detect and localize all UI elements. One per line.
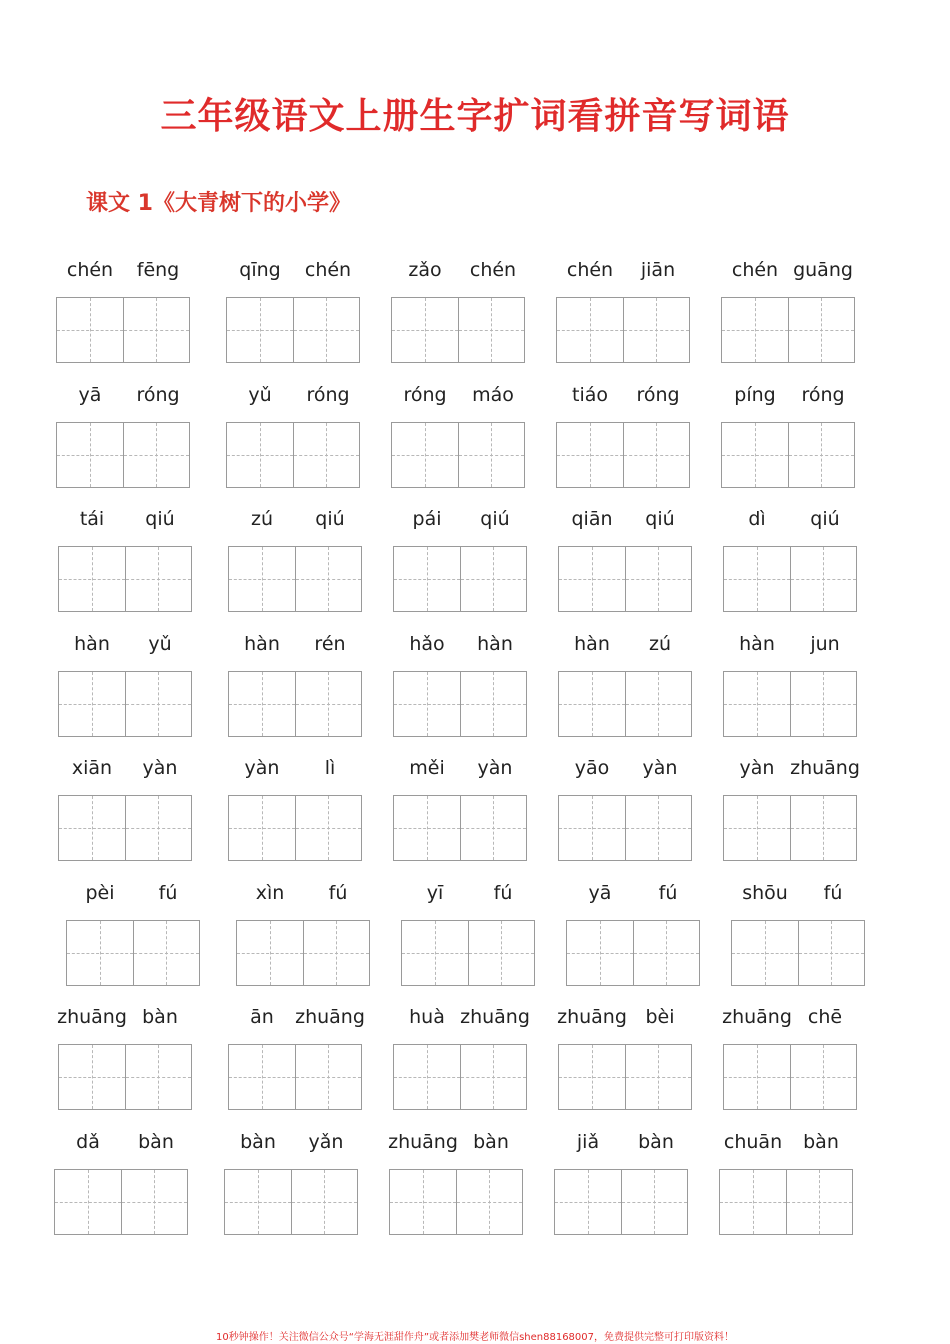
word-item xyxy=(226,380,362,504)
writing-box-pair[interactable] xyxy=(224,1169,358,1235)
pinyin-syllable: fú xyxy=(328,881,348,904)
pinyin-syllable: qiú xyxy=(315,508,345,530)
writing-box-pair[interactable] xyxy=(719,1169,853,1235)
tianzige-cell[interactable] xyxy=(722,298,788,362)
pinyin-syllable: dì xyxy=(748,508,766,530)
pinyin-label xyxy=(58,629,194,663)
word-item xyxy=(224,1127,360,1251)
tianzige-cell[interactable] xyxy=(559,796,625,860)
pinyin-syllable: bàn xyxy=(240,1130,276,1153)
pinyin-syllable: jiǎ xyxy=(576,1130,600,1153)
pinyin-syllable: róng xyxy=(403,383,447,406)
writing-box-pair[interactable] xyxy=(721,422,855,488)
tianzige-cell[interactable] xyxy=(559,547,625,611)
tianzige-cell[interactable] xyxy=(125,1045,192,1109)
word-item xyxy=(66,878,202,1002)
tianzige-cell[interactable] xyxy=(125,672,192,736)
pinyin-label xyxy=(58,753,194,787)
writing-box-pair[interactable] xyxy=(58,671,192,737)
word-item xyxy=(393,504,529,628)
pinyin-syllable: yǔ xyxy=(148,632,172,655)
pinyin-syllable: qīng xyxy=(239,259,281,281)
word-row xyxy=(56,380,866,505)
lesson-heading: 课文 1《大青树下的小学》 xyxy=(86,191,351,216)
tianzige-cell[interactable] xyxy=(303,921,370,985)
pinyin-syllable: fú xyxy=(493,881,513,904)
writing-box-pair[interactable] xyxy=(393,546,527,612)
writing-box-pair[interactable] xyxy=(723,1044,857,1110)
pinyin-syllable: guāng xyxy=(793,259,853,281)
pinyin-syllable: yàn xyxy=(642,757,678,779)
writing-box-pair[interactable] xyxy=(228,1044,362,1110)
word-row xyxy=(56,1002,866,1127)
pinyin-syllable: bàn xyxy=(473,1130,509,1153)
tianzige-cell[interactable] xyxy=(788,423,855,487)
word-item xyxy=(556,380,692,504)
word-row xyxy=(56,878,866,1003)
pinyin-syllable: bèi xyxy=(645,1006,675,1028)
tianzige-cell[interactable] xyxy=(57,423,123,487)
writing-box-pair[interactable] xyxy=(56,297,190,363)
word-item xyxy=(558,753,694,877)
pinyin-syllable: dǎ xyxy=(76,1130,100,1153)
pinyin-syllable: bàn xyxy=(138,1130,174,1153)
writing-box-pair[interactable] xyxy=(226,297,360,363)
pinyin-syllable: shōu xyxy=(742,881,788,904)
pinyin-syllable: yàn xyxy=(477,757,513,779)
tianzige-cell[interactable] xyxy=(125,796,192,860)
pinyin-syllable: qiú xyxy=(645,508,675,530)
tianzige-cell[interactable] xyxy=(633,921,700,985)
pinyin-syllable: yǔ xyxy=(248,383,272,406)
writing-box-pair[interactable] xyxy=(66,920,200,986)
tianzige-cell[interactable] xyxy=(458,298,525,362)
word-item xyxy=(228,753,364,877)
pinyin-syllable: qiú xyxy=(480,508,510,530)
pinyin-label xyxy=(56,380,192,414)
tianzige-cell[interactable] xyxy=(295,1045,362,1109)
word-item xyxy=(558,629,694,753)
pinyin-label xyxy=(226,380,362,414)
tianzige-cell[interactable] xyxy=(557,298,623,362)
pinyin-syllable: zhuāng xyxy=(460,1006,530,1028)
word-row xyxy=(56,629,866,754)
tianzige-cell[interactable] xyxy=(625,1045,692,1109)
tianzige-cell[interactable] xyxy=(460,547,527,611)
word-item xyxy=(554,1127,690,1251)
pinyin-syllable: yàn xyxy=(244,757,280,779)
pinyin-label xyxy=(393,504,529,538)
pinyin-syllable: yàn xyxy=(142,757,178,779)
tianzige-cell[interactable] xyxy=(555,1170,621,1234)
word-item xyxy=(391,255,527,379)
tianzige-cell[interactable] xyxy=(625,547,692,611)
tianzige-cell[interactable] xyxy=(67,921,133,985)
tianzige-cell[interactable] xyxy=(55,1170,121,1234)
pinyin-label xyxy=(228,1002,364,1036)
tianzige-cell[interactable] xyxy=(732,921,798,985)
tianzige-cell[interactable] xyxy=(623,298,690,362)
word-item xyxy=(723,629,859,753)
tianzige-cell[interactable] xyxy=(295,796,362,860)
pinyin-syllable: píng xyxy=(734,383,776,406)
tianzige-cell[interactable] xyxy=(724,547,790,611)
writing-box-pair[interactable] xyxy=(566,920,700,986)
pinyin-syllable: qiú xyxy=(810,508,840,530)
word-item xyxy=(58,629,194,753)
pinyin-syllable: chén xyxy=(731,259,779,281)
pinyin-label xyxy=(721,255,857,289)
writing-box-pair[interactable] xyxy=(556,297,690,363)
word-item xyxy=(556,255,692,379)
pinyin-syllable: yàn xyxy=(739,757,775,779)
pinyin-label xyxy=(226,255,362,289)
tianzige-cell[interactable] xyxy=(229,796,295,860)
word-item xyxy=(58,504,194,628)
pinyin-syllable: bàn xyxy=(803,1130,839,1153)
pinyin-label xyxy=(558,1002,694,1036)
pinyin-label xyxy=(228,629,364,663)
word-row xyxy=(56,255,866,380)
word-item xyxy=(393,753,529,877)
tianzige-cell[interactable] xyxy=(460,1045,527,1109)
writing-box-pair[interactable] xyxy=(228,546,362,612)
pinyin-label xyxy=(58,504,194,538)
writing-box-pair[interactable] xyxy=(226,422,360,488)
tianzige-cell[interactable] xyxy=(456,1170,523,1234)
word-item xyxy=(56,255,192,379)
pinyin-syllable: chén xyxy=(66,259,114,281)
pinyin-syllable: zhuāng xyxy=(557,1006,627,1028)
tianzige-cell[interactable] xyxy=(394,1045,460,1109)
tianzige-cell[interactable] xyxy=(293,298,360,362)
word-item xyxy=(558,1002,694,1126)
pinyin-syllable: chē xyxy=(807,1006,843,1028)
word-item xyxy=(558,504,694,628)
pinyin-syllable: jun xyxy=(810,632,840,655)
writing-box-pair[interactable] xyxy=(393,795,527,861)
writing-box-pair[interactable] xyxy=(554,1169,688,1235)
pinyin-syllable: chén xyxy=(566,259,614,281)
tianzige-cell[interactable] xyxy=(133,921,200,985)
word-item xyxy=(723,504,859,628)
pinyin-label xyxy=(393,753,529,787)
tianzige-cell[interactable] xyxy=(722,423,788,487)
writing-box-pair[interactable] xyxy=(58,1044,192,1110)
pinyin-syllable: bàn xyxy=(142,1006,178,1028)
tianzige-cell[interactable] xyxy=(59,672,125,736)
pinyin-syllable: zú xyxy=(648,632,672,655)
pinyin-label xyxy=(723,629,859,663)
pinyin-label xyxy=(566,878,702,912)
tianzige-cell[interactable] xyxy=(724,796,790,860)
pinyin-syllable: hàn xyxy=(74,632,110,655)
pinyin-label xyxy=(731,878,867,912)
tianzige-cell[interactable] xyxy=(121,1170,188,1234)
tianzige-cell[interactable] xyxy=(229,547,295,611)
writing-box-pair[interactable] xyxy=(558,1044,692,1110)
pinyin-syllable: tái xyxy=(79,508,105,530)
pinyin-label xyxy=(393,629,529,663)
pinyin-syllable: yā xyxy=(588,881,612,904)
word-item xyxy=(721,255,857,379)
pinyin-syllable: fú xyxy=(158,881,178,904)
pinyin-syllable: róng xyxy=(306,383,350,406)
pinyin-syllable: zǎo xyxy=(408,259,442,281)
pinyin-syllable: yā xyxy=(78,383,102,406)
writing-box-pair[interactable] xyxy=(558,546,692,612)
tianzige-cell[interactable] xyxy=(559,672,625,736)
tianzige-cell[interactable] xyxy=(790,672,857,736)
pinyin-syllable: huà xyxy=(409,1006,445,1028)
tianzige-cell[interactable] xyxy=(567,921,633,985)
tianzige-cell[interactable] xyxy=(57,298,123,362)
pinyin-label xyxy=(723,504,859,538)
tianzige-cell[interactable] xyxy=(123,423,190,487)
pinyin-syllable: lì xyxy=(324,757,336,779)
word-item xyxy=(228,1002,364,1126)
pinyin-label xyxy=(236,878,372,912)
pinyin-syllable: tiáo xyxy=(572,383,608,406)
word-item xyxy=(731,878,867,1002)
pinyin-syllable: chuān xyxy=(723,1130,783,1153)
pinyin-syllable: chén xyxy=(469,259,517,281)
tianzige-cell[interactable] xyxy=(237,921,303,985)
writing-box-pair[interactable] xyxy=(401,920,535,986)
pinyin-label xyxy=(721,380,857,414)
tianzige-cell[interactable] xyxy=(59,1045,125,1109)
word-row xyxy=(56,504,866,629)
tianzige-cell[interactable] xyxy=(295,672,362,736)
pinyin-syllable: róng xyxy=(136,383,180,406)
pinyin-label xyxy=(723,753,859,787)
pinyin-syllable: fēng xyxy=(136,259,180,281)
pinyin-label xyxy=(558,629,694,663)
writing-box-pair[interactable] xyxy=(556,422,690,488)
word-item xyxy=(719,1127,855,1251)
pinyin-syllable: hàn xyxy=(244,632,280,655)
writing-box-pair[interactable] xyxy=(723,795,857,861)
pinyin-syllable: xiān xyxy=(71,757,113,779)
pinyin-syllable: hǎo xyxy=(409,632,445,655)
word-item xyxy=(228,629,364,753)
pinyin-syllable: hàn xyxy=(574,632,610,655)
tianzige-cell[interactable] xyxy=(390,1170,456,1234)
pinyin-word-grid xyxy=(56,255,866,1251)
tianzige-cell[interactable] xyxy=(227,423,293,487)
pinyin-syllable: zhuāng xyxy=(722,1006,792,1028)
pinyin-syllable: zhuāng xyxy=(295,1006,365,1028)
writing-box-pair[interactable] xyxy=(56,422,190,488)
word-item xyxy=(58,753,194,877)
page-title: 三年级语文上册生字扩词看拼音写词语 xyxy=(160,96,790,137)
writing-box-pair[interactable] xyxy=(723,546,857,612)
pinyin-syllable: zhuāng xyxy=(388,1130,458,1153)
word-item xyxy=(401,878,537,1002)
word-row xyxy=(56,753,866,878)
pinyin-syllable: měi xyxy=(409,757,445,779)
word-item xyxy=(566,878,702,1002)
word-item xyxy=(389,1127,525,1251)
pinyin-label xyxy=(723,1002,859,1036)
pinyin-syllable: bàn xyxy=(638,1130,674,1153)
tianzige-cell[interactable] xyxy=(460,796,527,860)
tianzige-cell[interactable] xyxy=(229,672,295,736)
writing-box-pair[interactable] xyxy=(723,671,857,737)
tianzige-cell[interactable] xyxy=(295,547,362,611)
pinyin-syllable: zú xyxy=(250,508,274,530)
writing-box-pair[interactable] xyxy=(391,297,525,363)
pinyin-syllable: yǎn xyxy=(308,1130,344,1153)
tianzige-cell[interactable] xyxy=(392,298,458,362)
word-item xyxy=(226,255,362,379)
pinyin-label xyxy=(56,255,192,289)
pinyin-label xyxy=(228,753,364,787)
pinyin-label xyxy=(224,1127,360,1161)
tianzige-cell[interactable] xyxy=(790,547,857,611)
tianzige-cell[interactable] xyxy=(392,423,458,487)
tianzige-cell[interactable] xyxy=(460,672,527,736)
tianzige-cell[interactable] xyxy=(724,672,790,736)
pinyin-syllable: yāo xyxy=(574,757,610,779)
pinyin-syllable: fú xyxy=(823,881,843,904)
tianzige-cell[interactable] xyxy=(559,1045,625,1109)
pinyin-syllable: rén xyxy=(314,632,346,655)
pinyin-label xyxy=(58,1002,194,1036)
writing-box-pair[interactable] xyxy=(393,1044,527,1110)
pinyin-label xyxy=(558,504,694,538)
pinyin-label xyxy=(556,380,692,414)
tianzige-cell[interactable] xyxy=(623,423,690,487)
pinyin-label xyxy=(556,255,692,289)
word-item xyxy=(228,504,364,628)
tianzige-cell[interactable] xyxy=(786,1170,853,1234)
pinyin-syllable: jiān xyxy=(640,259,676,281)
word-item xyxy=(236,878,372,1002)
pinyin-syllable: zhuāng xyxy=(57,1006,127,1028)
tianzige-cell[interactable] xyxy=(720,1170,786,1234)
tianzige-cell[interactable] xyxy=(798,921,865,985)
writing-box-pair[interactable] xyxy=(58,546,192,612)
pinyin-syllable: máo xyxy=(472,383,514,406)
writing-box-pair[interactable] xyxy=(389,1169,523,1235)
pinyin-label xyxy=(719,1127,855,1161)
tianzige-cell[interactable] xyxy=(59,547,125,611)
tianzige-cell[interactable] xyxy=(123,298,190,362)
pinyin-label xyxy=(391,380,527,414)
word-item xyxy=(391,380,527,504)
tianzige-cell[interactable] xyxy=(557,423,623,487)
pinyin-label xyxy=(393,1002,529,1036)
tianzige-cell[interactable] xyxy=(293,423,360,487)
writing-box-pair[interactable] xyxy=(228,671,362,737)
pinyin-syllable: hàn xyxy=(739,632,775,655)
word-row xyxy=(56,1127,866,1252)
tianzige-cell[interactable] xyxy=(125,547,192,611)
pinyin-syllable: pái xyxy=(412,508,442,530)
tianzige-cell[interactable] xyxy=(394,796,460,860)
writing-box-pair[interactable] xyxy=(228,795,362,861)
writing-box-pair[interactable] xyxy=(236,920,370,986)
writing-box-pair[interactable] xyxy=(58,795,192,861)
tianzige-cell[interactable] xyxy=(621,1170,688,1234)
pinyin-syllable: róng xyxy=(636,383,680,406)
word-item xyxy=(393,1002,529,1126)
pinyin-syllable: pèi xyxy=(85,881,115,904)
pinyin-label xyxy=(228,504,364,538)
tianzige-cell[interactable] xyxy=(291,1170,358,1234)
writing-box-pair[interactable] xyxy=(731,920,865,986)
tianzige-cell[interactable] xyxy=(394,672,460,736)
word-item xyxy=(58,1002,194,1126)
pinyin-syllable: fú xyxy=(658,881,678,904)
writing-box-pair[interactable] xyxy=(54,1169,188,1235)
word-item xyxy=(54,1127,190,1251)
pinyin-syllable: ān xyxy=(250,1006,274,1028)
tianzige-cell[interactable] xyxy=(402,921,468,985)
tianzige-cell[interactable] xyxy=(394,547,460,611)
pinyin-syllable: róng xyxy=(801,383,845,406)
tianzige-cell[interactable] xyxy=(227,298,293,362)
word-item xyxy=(393,629,529,753)
pinyin-label xyxy=(391,255,527,289)
tianzige-cell[interactable] xyxy=(458,423,525,487)
pinyin-syllable: hàn xyxy=(477,632,513,655)
pinyin-label xyxy=(66,878,202,912)
tianzige-cell[interactable] xyxy=(625,672,692,736)
pinyin-syllable: qiān xyxy=(571,508,613,530)
word-item xyxy=(721,380,857,504)
writing-box-pair[interactable] xyxy=(558,795,692,861)
tianzige-cell[interactable] xyxy=(468,921,535,985)
word-item xyxy=(723,753,859,877)
pinyin-syllable: xìn xyxy=(255,881,285,904)
footer-note: 10秒钟操作！关注微信公众号“学海无涯甜作舟”或者添加樊老师微信shen88168007，免费提供完整可打印版资料！ xyxy=(215,1332,735,1343)
word-item xyxy=(56,380,192,504)
tianzige-cell[interactable] xyxy=(724,1045,790,1109)
tianzige-cell[interactable] xyxy=(225,1170,291,1234)
pinyin-syllable: qiú xyxy=(145,508,175,530)
pinyin-label xyxy=(401,878,537,912)
writing-box-pair[interactable] xyxy=(558,671,692,737)
writing-box-pair[interactable] xyxy=(721,297,855,363)
pinyin-label xyxy=(54,1127,190,1161)
pinyin-label xyxy=(558,753,694,787)
tianzige-cell[interactable] xyxy=(790,796,857,860)
word-item xyxy=(723,1002,859,1126)
writing-box-pair[interactable] xyxy=(391,422,525,488)
pinyin-syllable: chén xyxy=(304,259,352,281)
tianzige-cell[interactable] xyxy=(625,796,692,860)
writing-box-pair[interactable] xyxy=(393,671,527,737)
tianzige-cell[interactable] xyxy=(788,298,855,362)
pinyin-label xyxy=(554,1127,690,1161)
tianzige-cell[interactable] xyxy=(790,1045,857,1109)
tianzige-cell[interactable] xyxy=(59,796,125,860)
tianzige-cell[interactable] xyxy=(229,1045,295,1109)
pinyin-label xyxy=(389,1127,525,1161)
pinyin-syllable: zhuāng xyxy=(790,757,860,779)
pinyin-syllable: yī xyxy=(426,881,444,904)
